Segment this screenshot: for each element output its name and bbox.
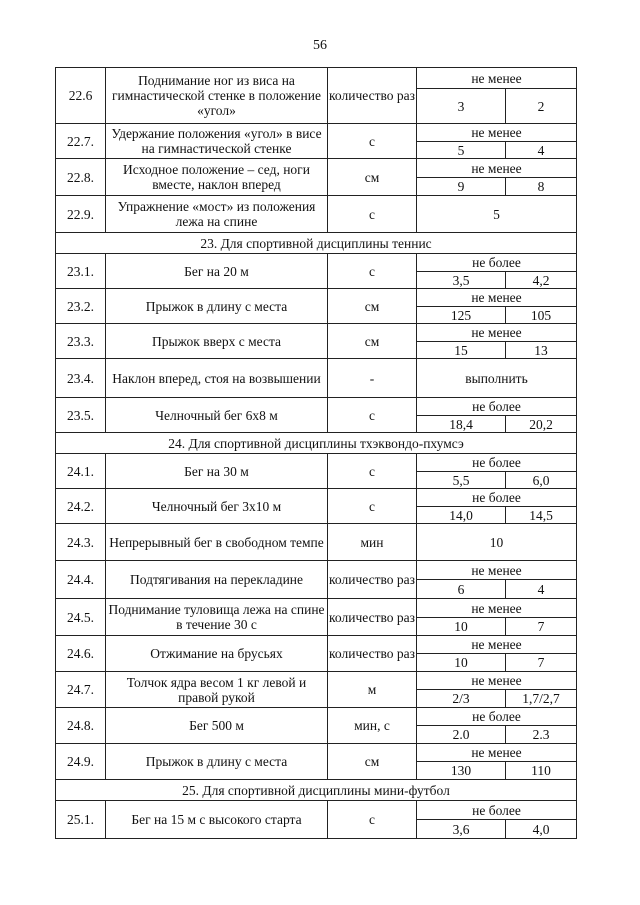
norm-value-1: 18,4	[417, 416, 506, 433]
norm-value-2: 105	[506, 307, 577, 324]
norm-value-2: 8	[506, 178, 577, 196]
exercise-name: Упражнение «мост» из положения лежа на спине	[106, 196, 328, 233]
exercise-name: Толчок ядра весом 1 кг левой и правой рукой	[106, 672, 328, 708]
item-number: 22.9.	[56, 196, 106, 233]
norm-label: не менее	[417, 68, 577, 89]
norm-value-1: 6	[417, 580, 506, 599]
table-row	[56, 254, 577, 272]
item-number: 24.2.	[56, 489, 106, 524]
unit: количество раз	[328, 68, 417, 124]
item-number: 23.4.	[56, 359, 106, 398]
norm-label: не более	[417, 489, 577, 507]
unit: с	[328, 489, 417, 524]
norm-value-1: 10	[417, 654, 506, 672]
exercise-name: Бег на 30 м	[106, 454, 328, 489]
item-number: 22.8.	[56, 159, 106, 196]
norm-value-1: 10	[417, 618, 506, 636]
unit: с	[328, 196, 417, 233]
norm-value: 5	[417, 196, 577, 233]
section-row	[56, 433, 577, 454]
item-number: 24.9.	[56, 744, 106, 780]
unit: см	[328, 744, 417, 780]
item-number: 23.1.	[56, 254, 106, 289]
norm-label: не менее	[417, 636, 577, 654]
exercise-name: Прыжок в длину с места	[106, 289, 328, 324]
table-row	[56, 524, 577, 561]
item-number: 23.5.	[56, 398, 106, 433]
exercise-name: Удержание положения «угол» в висе на гимнастической стенке	[106, 124, 328, 159]
item-number: 22.6	[56, 68, 106, 124]
exercise-name: Подтягивания на перекладине	[106, 561, 328, 599]
table-row	[56, 124, 577, 142]
norm-value-2: 4	[506, 142, 577, 159]
norm-value-1: 9	[417, 178, 506, 196]
norm-value: 10	[417, 524, 577, 561]
norm-value-2: 6,0	[506, 472, 577, 489]
exercise-name: Поднимание ног из виса на гимнастической стенке в положение «угол»	[106, 68, 328, 124]
table-row	[56, 196, 577, 233]
unit: с	[328, 254, 417, 289]
unit: с	[328, 398, 417, 433]
norm-value-2: 4,0	[506, 820, 577, 839]
norm-value-1: 130	[417, 762, 506, 780]
section-title: 23. Для спортивной дисциплины теннис	[56, 233, 577, 254]
norm-value-2: 7	[506, 618, 577, 636]
unit: м	[328, 672, 417, 708]
table-row	[56, 672, 577, 690]
norm-label: не менее	[417, 124, 577, 142]
exercise-name: Непрерывный бег в свободном темпе	[106, 524, 328, 561]
exercise-name: Прыжок вверх с места	[106, 324, 328, 359]
unit: количество раз	[328, 636, 417, 672]
item-number: 24.6.	[56, 636, 106, 672]
table-row	[56, 489, 577, 507]
table-row	[56, 561, 577, 580]
exercise-name: Челночный бег 3х10 м	[106, 489, 328, 524]
item-number: 23.3.	[56, 324, 106, 359]
table-row	[56, 454, 577, 472]
exercise-name: Челночный бег 6х8 м	[106, 398, 328, 433]
unit: см	[328, 289, 417, 324]
norm-value-2: 13	[506, 342, 577, 359]
section-row	[56, 780, 577, 801]
norm-label: не более	[417, 254, 577, 272]
exercise-name: Бег на 15 м с высокого старта	[106, 801, 328, 839]
exercise-name: Бег на 20 м	[106, 254, 328, 289]
norm-label: не менее	[417, 561, 577, 580]
norm-label: не более	[417, 708, 577, 726]
unit: с	[328, 801, 417, 839]
norm-value-2: 7	[506, 654, 577, 672]
item-number: 24.7.	[56, 672, 106, 708]
item-number: 22.7.	[56, 124, 106, 159]
exercise-name: Исходное положение – сед, ноги вместе, наклон вперед	[106, 159, 328, 196]
norm-value-1: 5,5	[417, 472, 506, 489]
norm-label: не менее	[417, 159, 577, 178]
table-row	[56, 359, 577, 398]
norm-value-1: 3	[417, 89, 506, 124]
norm-label: не менее	[417, 744, 577, 762]
unit: мин, с	[328, 708, 417, 744]
exercise-name: Поднимание туловища лежа на спине в течение 30 с	[106, 599, 328, 636]
section-title: 24. Для спортивной дисциплины тхэквондо-пхумсэ	[56, 433, 577, 454]
item-number: 24.1.	[56, 454, 106, 489]
table-row	[56, 159, 577, 178]
table-row	[56, 744, 577, 762]
norm-value-1: 3,5	[417, 272, 506, 289]
norm-label: не менее	[417, 289, 577, 307]
section-row	[56, 233, 577, 254]
section-title: 25. Для спортивной дисциплины мини-футбол	[56, 780, 577, 801]
norm-value-2: 110	[506, 762, 577, 780]
norm-label: не менее	[417, 599, 577, 618]
unit: количество раз	[328, 561, 417, 599]
norm-label: не более	[417, 398, 577, 416]
norm-value-1: 2.0	[417, 726, 506, 744]
exercise-name: Отжимание на брусьях	[106, 636, 328, 672]
item-number: 23.2.	[56, 289, 106, 324]
standards-table	[55, 67, 577, 839]
norm-value-2: 20,2	[506, 416, 577, 433]
table-row	[56, 599, 577, 618]
norm-value-1: 2/3	[417, 690, 506, 708]
exercise-name: Бег 500 м	[106, 708, 328, 744]
norm-value-2: 2	[506, 89, 577, 124]
item-number: 24.3.	[56, 524, 106, 561]
norm-value-1: 125	[417, 307, 506, 324]
item-number: 25.1.	[56, 801, 106, 839]
item-number: 24.8.	[56, 708, 106, 744]
norm-value-1: 5	[417, 142, 506, 159]
exercise-name: Прыжок в длину с места	[106, 744, 328, 780]
item-number: 24.5.	[56, 599, 106, 636]
norm-value-2: 4,2	[506, 272, 577, 289]
exercise-name: Наклон вперед, стоя на возвышении	[106, 359, 328, 398]
table-row	[56, 636, 577, 654]
unit: с	[328, 124, 417, 159]
unit: с	[328, 454, 417, 489]
table-row	[56, 68, 577, 89]
table-row	[56, 289, 577, 307]
unit: см	[328, 159, 417, 196]
page-number: 56	[313, 38, 327, 53]
norm-value-2: 14,5	[506, 507, 577, 524]
unit: -	[328, 359, 417, 398]
norm-value-2: 2.3	[506, 726, 577, 744]
unit: см	[328, 324, 417, 359]
table-row	[56, 708, 577, 726]
table-row	[56, 324, 577, 342]
unit: мин	[328, 524, 417, 561]
norm-label: не менее	[417, 324, 577, 342]
norm-value: выполнить	[417, 359, 577, 398]
norm-value-1: 14,0	[417, 507, 506, 524]
norm-label: не более	[417, 801, 577, 820]
norm-value-2: 1,7/2,7	[506, 690, 577, 708]
table-row	[56, 801, 577, 820]
table-row	[56, 398, 577, 416]
item-number: 24.4.	[56, 561, 106, 599]
norm-label: не менее	[417, 672, 577, 690]
norm-label: не более	[417, 454, 577, 472]
unit: количество раз	[328, 599, 417, 636]
norm-value-1: 3,6	[417, 820, 506, 839]
norm-value-1: 15	[417, 342, 506, 359]
norm-value-2: 4	[506, 580, 577, 599]
